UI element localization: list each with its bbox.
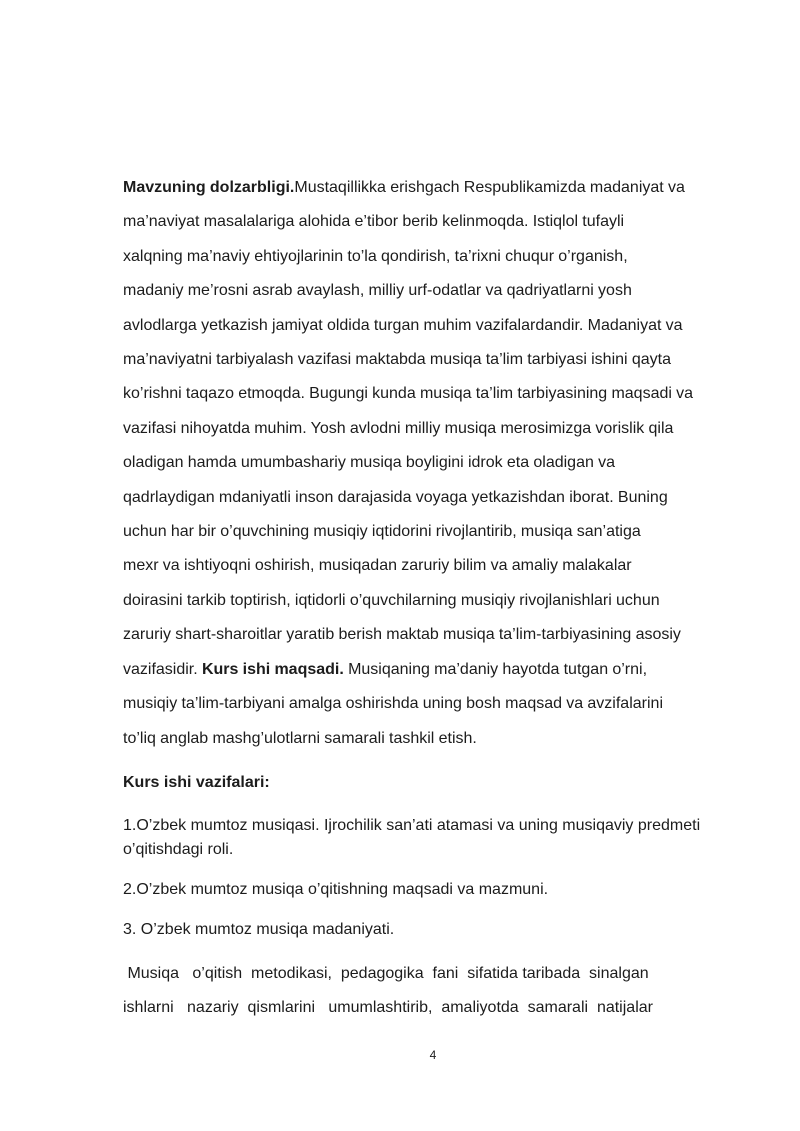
intro-line: madaniy me’rosni asrab avaylash, milliy urf-odatlar va qadriyatlarni yosh bbox=[123, 282, 632, 300]
intro-line: musiqiy ta’lim-tarbiyani amalga oshirishda uning bosh maqsad va avzifalarini bbox=[123, 695, 663, 713]
goal-heading: Kurs ishi maqsadi. bbox=[201, 660, 344, 678]
task-item-1: 1.O’zbek mumtoz musiqasi. Ijrochilik san’ati atamasi va uning musiqaviy predmeti o’qitishdagi roli. bbox=[123, 817, 701, 858]
intro-line: to’liq anglab mashg’ulotlarni samarali tashkil etish. bbox=[123, 729, 477, 747]
tasks-heading: Kurs ishi vazifalari: bbox=[123, 774, 270, 791]
intro-paragraph bbox=[123, 171, 748, 756]
intro-line: xalqning ma’naviy ehtiyojlarinin to’la qondirish, ta’rixni chuqur o’rganish, bbox=[123, 247, 628, 265]
intro-line: mexr va ishtiyoqni oshirish, musiqadan zaruriy bilim va amaliy malakalar bbox=[123, 557, 632, 575]
intro-line-text: Mustaqillikka erishgach Respublikamizda madaniyat va bbox=[294, 179, 685, 196]
intro-line-text: Musiqaning ma’daniy hayotda tutgan o’rni, bbox=[343, 660, 648, 678]
intro-line: qadrlaydigan mdaniyatli inson darajasida voyaga yetkazishdan iborat. Buning bbox=[123, 488, 668, 506]
intro-line: ma’naviyat masalalariga alohida e’tibor berib kelinmoqda. Istiqlol tufayli bbox=[123, 213, 625, 231]
closing-line: ishlarni nazariy qismlarini umumlashtirib, amaliyotda samarali natijalar bbox=[123, 999, 653, 1017]
page-number: 4 bbox=[429, 1048, 437, 1062]
intro-line bbox=[123, 171, 748, 205]
intro-line: ma’naviyatni tarbiyalash vazifasi maktabda musiqa ta’lim tarbiyasi ishini qayta bbox=[123, 351, 671, 369]
intro-line: oladigan hamda umumbashariy musiqa boyligini idrok eta oladigan va bbox=[123, 454, 616, 472]
intro-line-text: vazifasidir. bbox=[123, 660, 202, 678]
intro-line: doirasini tarkib toptirish, iqtidorli o’quvchilarning musiqiy rivojlanishlari uchun bbox=[123, 591, 660, 609]
task-item-2: 2.O’zbek mumtoz musiqa o’qitishning maqsadi va mazmuni. bbox=[123, 881, 549, 898]
task-item-3: 3. O’zbek mumtoz musiqa madaniyati. bbox=[123, 921, 395, 938]
intro-line bbox=[123, 653, 748, 687]
intro-line: vazifasi nihoyatda muhim. Yosh avlodni milliy musiqa merosimizga vorislik qila bbox=[123, 419, 674, 437]
intro-line: zaruriy shart-sharoitlar yaratib berish maktab musiqa ta’lim-tarbiyasining asosiy bbox=[123, 626, 681, 644]
intro-line: uchun har bir o’quvchining musiqiy iqtidorini rivojlantirib, musiqa san’atiga bbox=[123, 523, 641, 541]
closing-line: Musiqa o’qitish metodikasi, pedagogika fani sifatida taribada sinalgan bbox=[123, 965, 649, 982]
relevance-heading: Mavzuning dolzarbligi. bbox=[123, 179, 295, 196]
intro-line: ko’rishni taqazo etmoqda. Bugungi kunda musiqa ta’lim tarbiyasining maqsadi va bbox=[123, 385, 694, 403]
intro-line: avlodlarga yetkazish jamiyat oldida turgan muhim vazifalardandir. Madaniyat va bbox=[123, 316, 683, 334]
closing-paragraph bbox=[123, 957, 748, 1026]
